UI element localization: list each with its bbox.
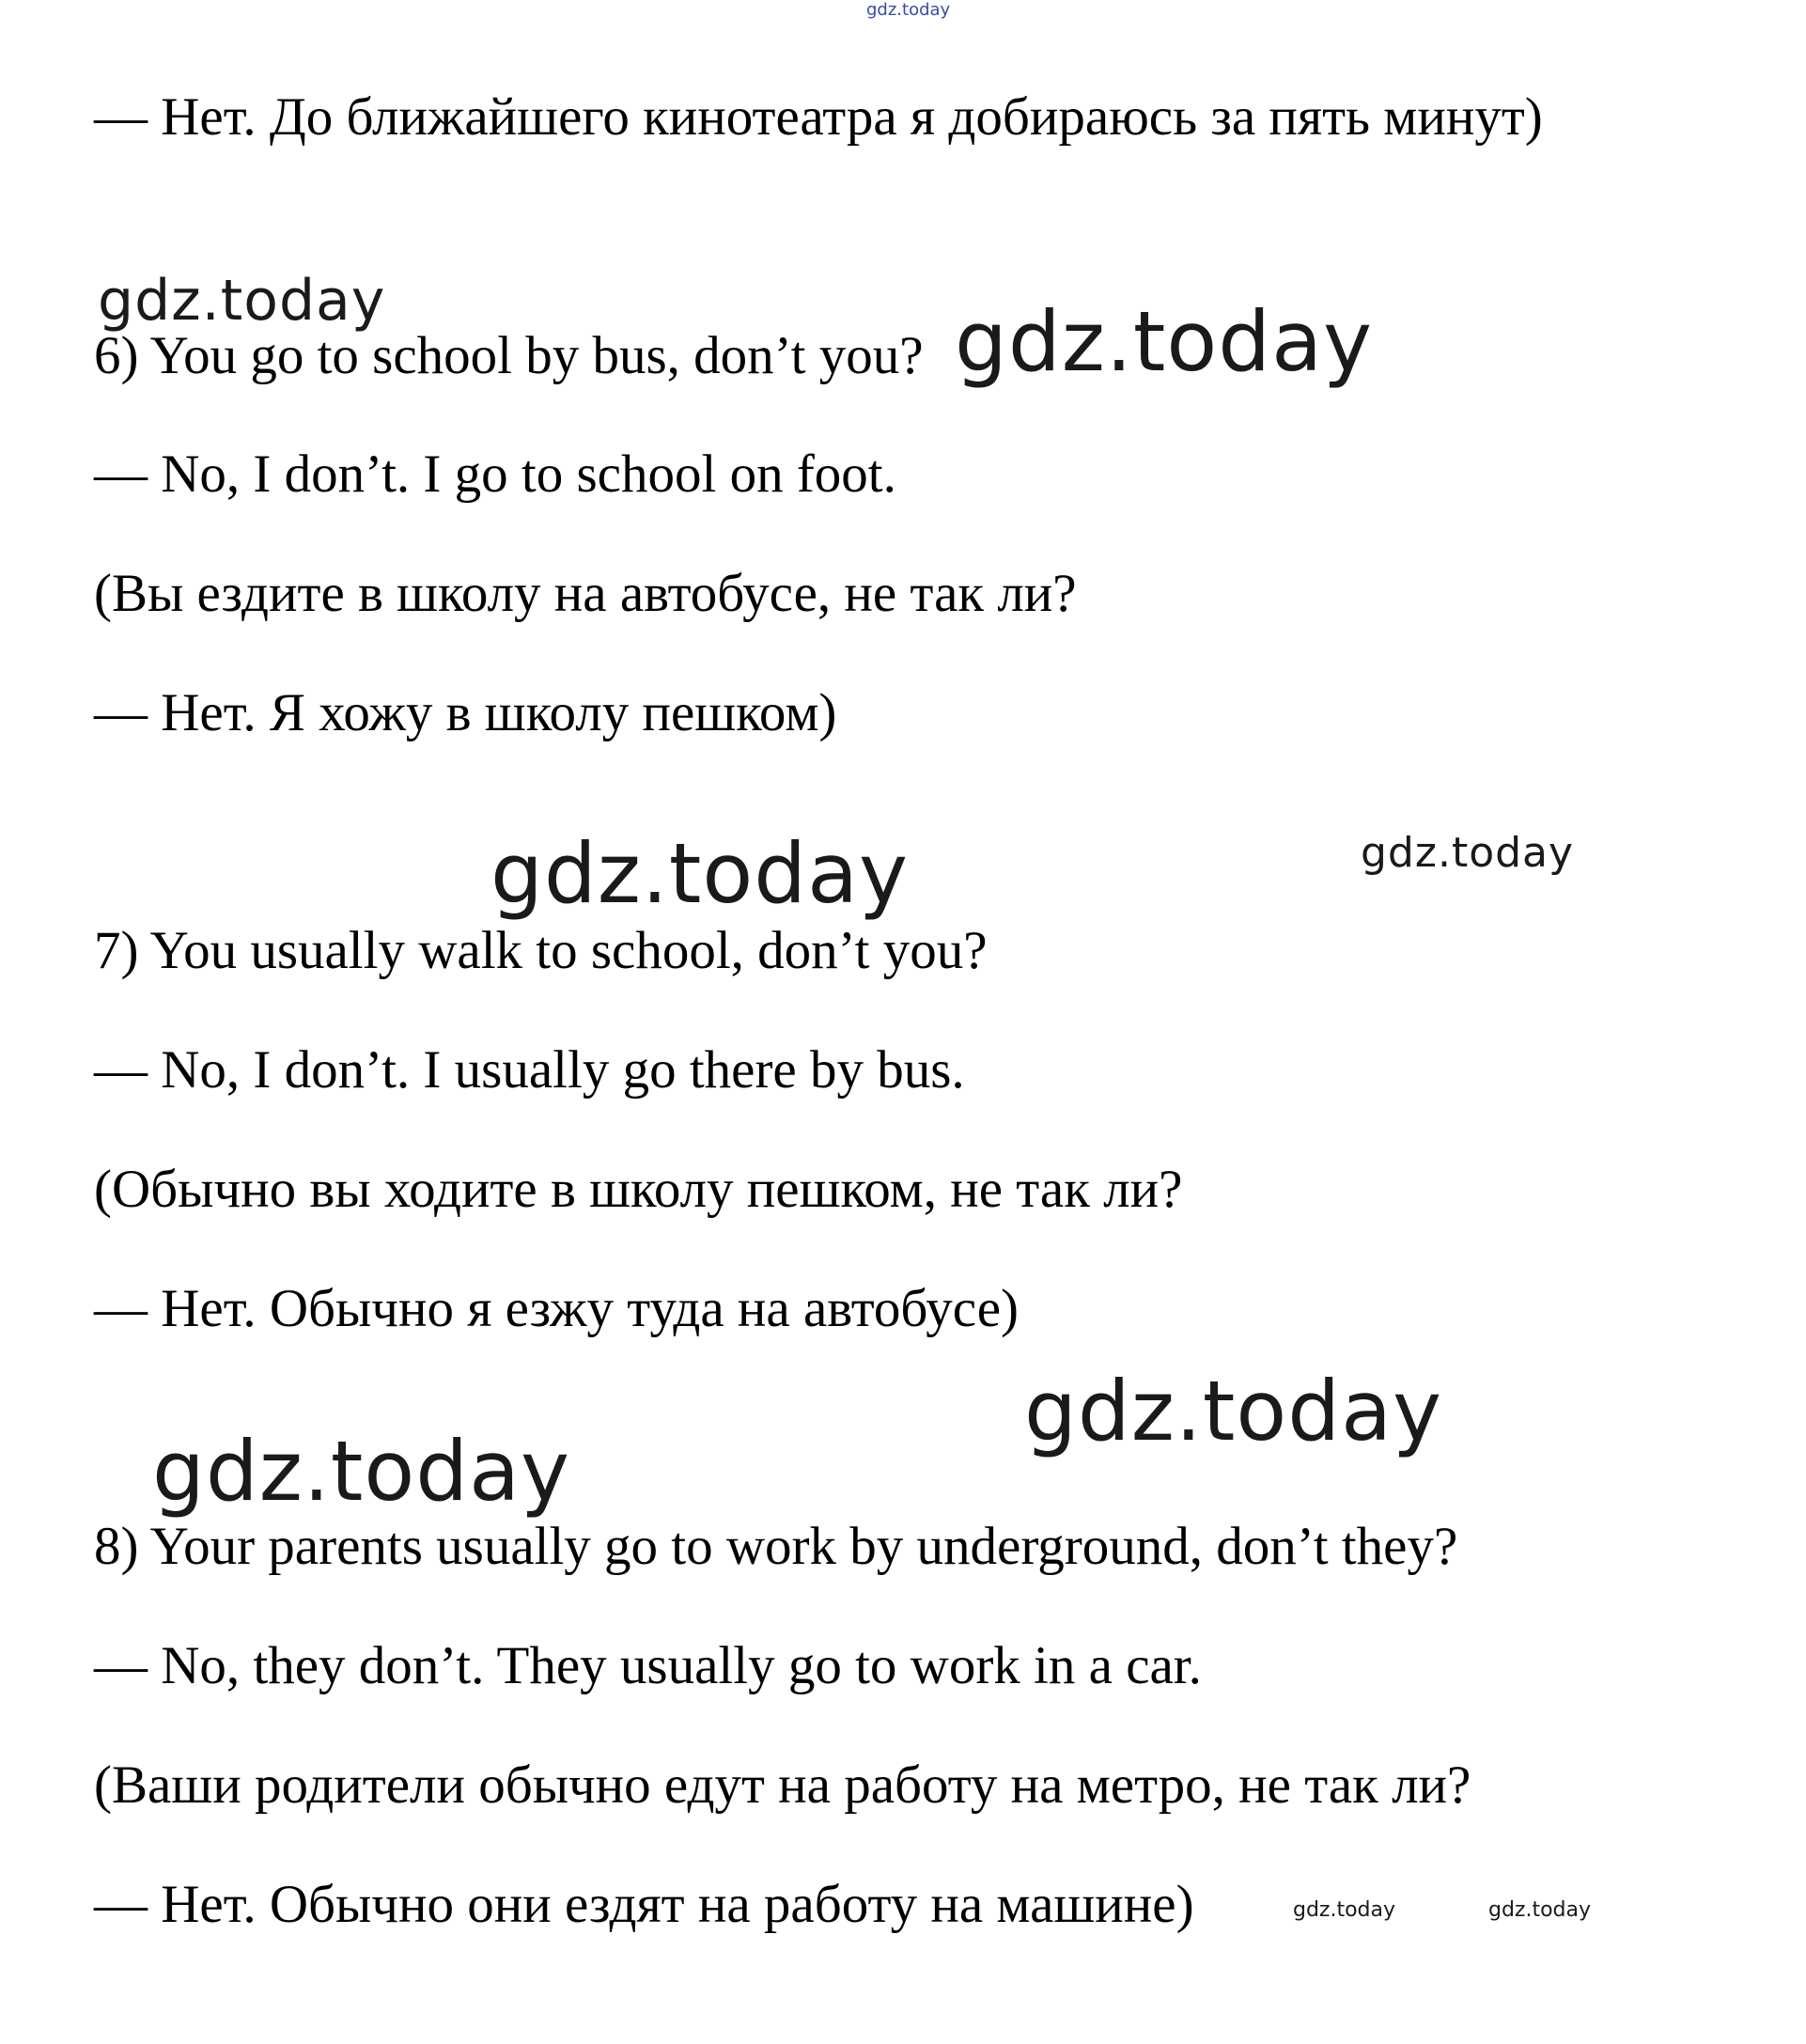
watermark: gdz.today — [955, 293, 1374, 390]
watermark: gdz.today — [1024, 1363, 1443, 1459]
item8-translation-answer: — Нет. Обычно они ездят на работу на машине) — [94, 1875, 1194, 1934]
watermark: gdz.today — [490, 825, 910, 922]
watermark: gdz.today — [1293, 1898, 1396, 1922]
item6-translation-question: (Вы ездите в школу на автобусе, не так ли? — [94, 564, 1077, 623]
watermark: gdz.today — [1488, 1898, 1592, 1922]
item8-question: 8) Your parents usually go to work by underground, don’t they? — [94, 1517, 1458, 1576]
item8-translation-question: (Ваши родители обычно едут на работу на метро, не так ли? — [94, 1755, 1471, 1815]
item7-translation-question: (Обычно вы ходите в школу пешком, не так ли? — [94, 1160, 1183, 1219]
item8-answer: — No, they don’t. They usually go to work in a car. — [94, 1636, 1202, 1695]
watermark: gdz.today — [98, 268, 386, 334]
item6-answer: — No, I don’t. I go to school on foot. — [94, 445, 896, 504]
item7-answer: — No, I don’t. I usually go there by bus. — [94, 1040, 965, 1100]
watermark: gdz.today — [1361, 829, 1575, 877]
watermark-top: gdz.today — [866, 0, 951, 20]
item6-question: 6) You go to school by bus, don’t you? — [94, 326, 924, 385]
item6-translation-answer: — Нет. Я хожу в школу пешком) — [94, 683, 837, 742]
item7-question: 7) You usually walk to school, don’t you? — [94, 921, 988, 980]
intro-answer: — Нет. До ближайшего кинотеатра я добираюсь за пять минут) — [94, 87, 1543, 147]
watermark: gdz.today — [152, 1423, 571, 1520]
item7-translation-answer: — Нет. Обычно я езжу туда на автобусе) — [94, 1279, 1020, 1338]
